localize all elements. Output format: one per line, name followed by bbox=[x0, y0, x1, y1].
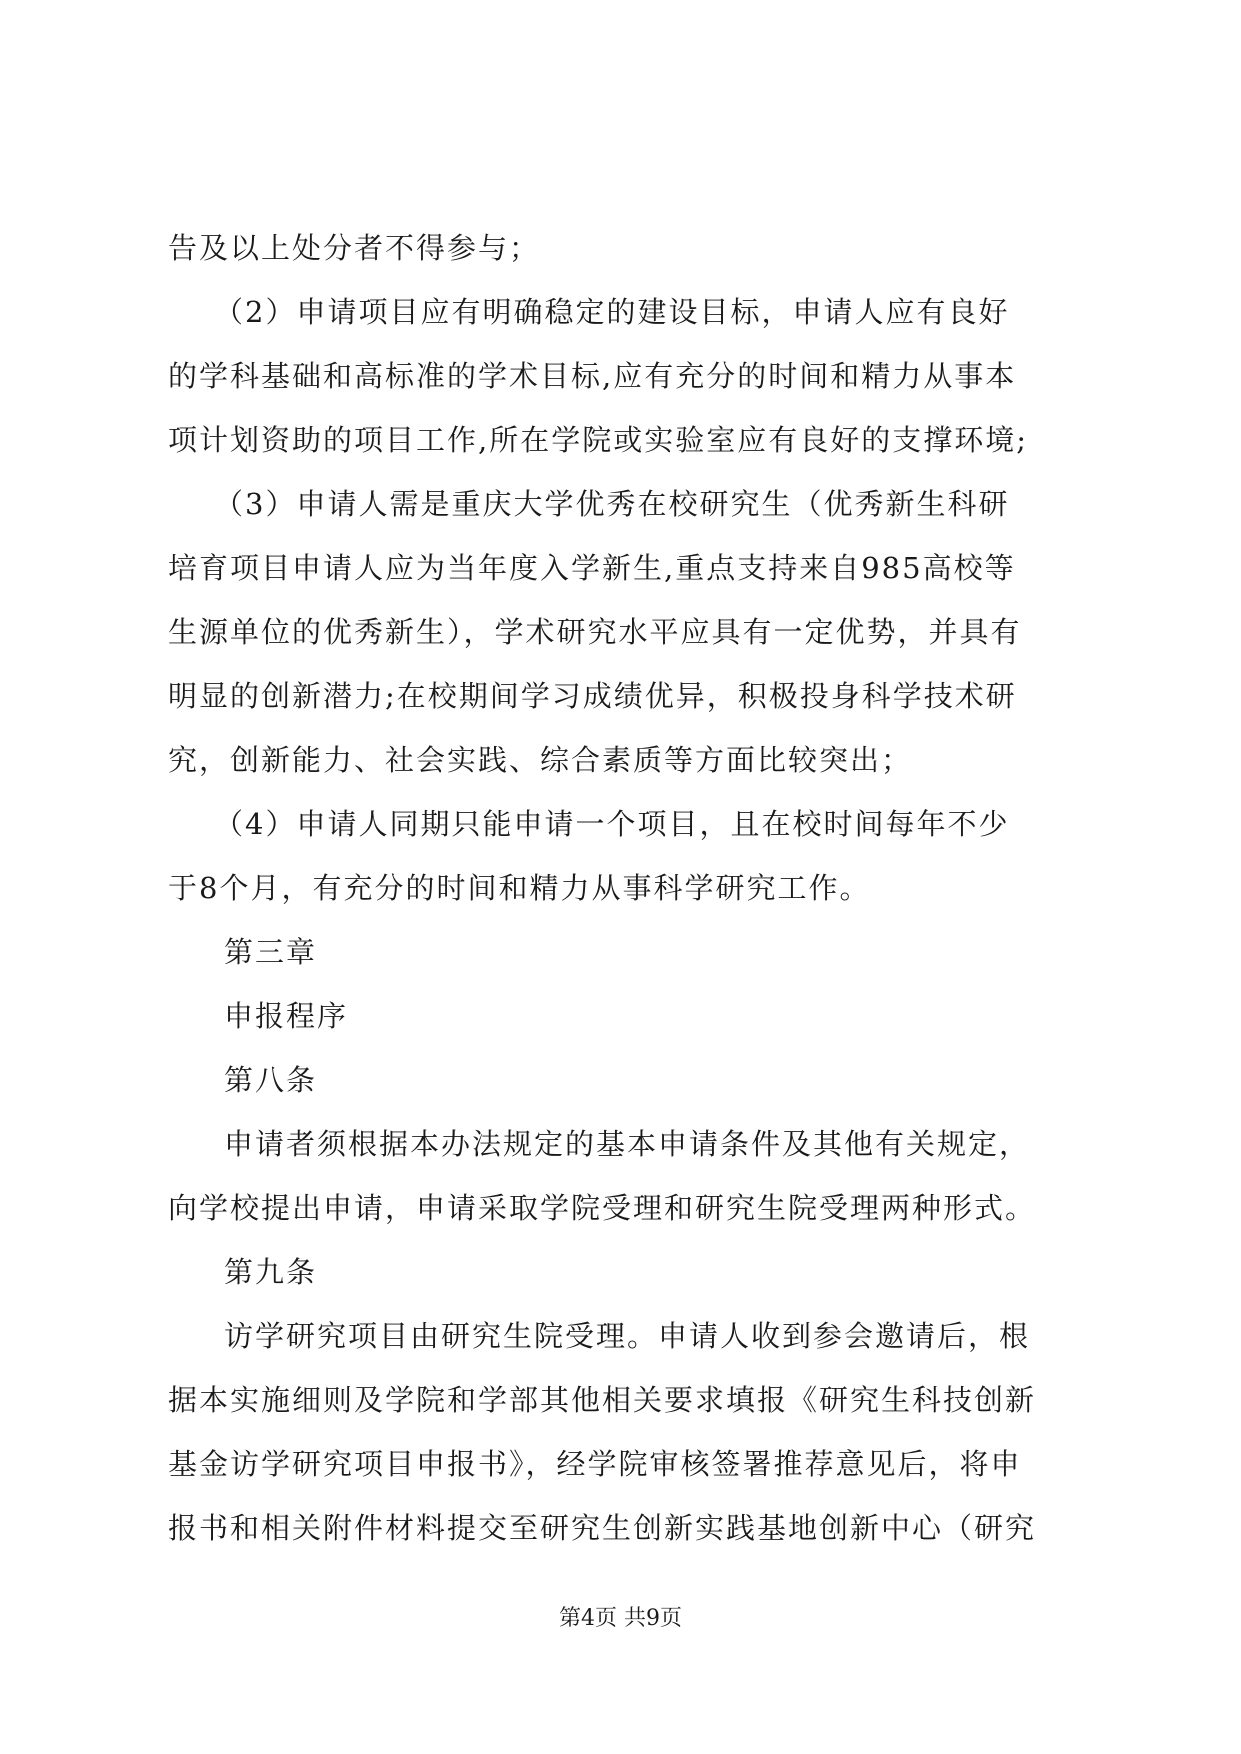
text-line-9: 究，创新能力、社会实践、综合素质等方面比较突出； bbox=[168, 743, 913, 777]
text-line-3: 的学科基础和高标准的学术目标,应有充分的时间和精力从事本 bbox=[168, 359, 1017, 393]
text-line-6: 培育项目申请人应为当年度入学新生,重点支持来自985高校等 bbox=[168, 551, 1016, 585]
text-line-11: 于8个月，有充分的时间和精力从事科学研究工作。 bbox=[168, 871, 871, 905]
text-line-1: 告及以上处分者不得参与； bbox=[168, 231, 541, 265]
text-line-21: 报书和相关附件材料提交至研究生创新实践基地创新中心（研究 bbox=[168, 1511, 1037, 1545]
text-line-16: 向学校提出申请，申请采取学院受理和研究生院受理两种形式。 bbox=[168, 1191, 1037, 1225]
article-heading-8: 第八条 bbox=[224, 1063, 318, 1097]
page-number-footer: 第4页 共9页 bbox=[559, 1606, 682, 1631]
chapter-title: 申报程序 bbox=[224, 999, 349, 1033]
text-line-10: （4）申请人同期只能申请一个项目，且在校时间每年不少 bbox=[214, 807, 1010, 841]
text-line-19: 据本实施细则及学院和学部其他相关要求填报《研究生科技创新 bbox=[168, 1383, 1037, 1417]
document-body bbox=[168, 216, 1078, 1560]
text-line-5: （3）申请人需是重庆大学优秀在校研究生（优秀新生科研 bbox=[214, 487, 1010, 521]
text-line-18: 访学研究项目由研究生院受理。申请人收到参会邀请后，根 bbox=[224, 1319, 1031, 1353]
text-line-7: 生源单位的优秀新生），学术研究水平应具有一定优势，并具有 bbox=[168, 615, 1022, 649]
chapter-heading: 第三章 bbox=[224, 935, 318, 969]
text-line-20: 基金访学研究项目申报书》，经学院审核签署推荐意见后，将申 bbox=[168, 1447, 1022, 1481]
text-line-8: 明显的创新潜力;在校期间学习成绩优异，积极投身科学技术研 bbox=[168, 679, 1017, 713]
text-line-4: 项计划资助的项目工作,所在学院或实验室应有良好的支撑环境; bbox=[168, 423, 1028, 457]
text-line-2: （2）申请项目应有明确稳定的建设目标，申请人应有良好 bbox=[214, 295, 1010, 329]
article-heading-9: 第九条 bbox=[224, 1255, 318, 1289]
text-line-15: 申请者须根据本办法规定的基本申请条件及其他有关规定， bbox=[224, 1127, 1031, 1161]
